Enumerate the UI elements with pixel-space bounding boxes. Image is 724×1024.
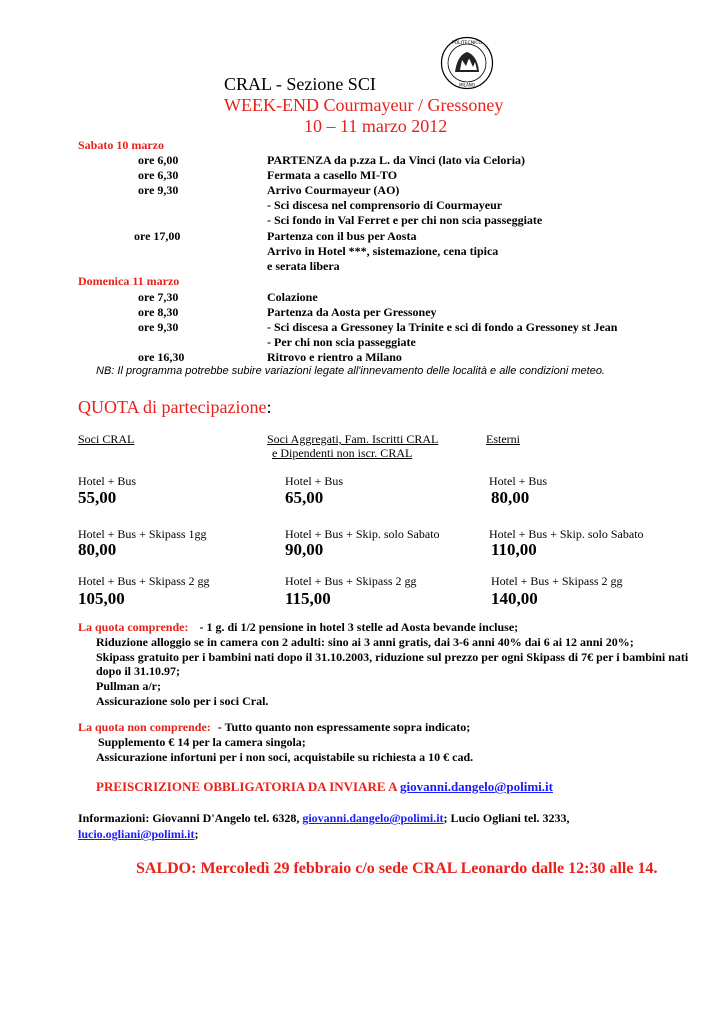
quota-title (78, 397, 272, 418)
preiscrizione-text: PREISCRIZIONE OBBLIGATORIA DA INVIARE A (96, 779, 401, 794)
schedule-desc: PARTENZA da p.zza L. da Vinci (lato via Celoria) (267, 153, 526, 167)
day1-title: Sabato 10 marzo (78, 138, 164, 152)
schedule-desc: Fermata a casello MI-TO (267, 168, 398, 182)
price-label: Hotel + Bus + Skip. solo Sabato (285, 527, 440, 541)
informazioni-text-2: ; Lucio Ogliani tel. 3233, (443, 811, 570, 825)
non-comprende-item: - Tutto quanto non espressamente sopra indicato; (217, 720, 471, 734)
header-dates: 10 – 11 marzo 2012 (304, 116, 448, 136)
seal-text-bottom: MILANO (459, 82, 475, 88)
schedule-desc: e serata libera (267, 259, 340, 273)
quota-title-colon: : (266, 397, 272, 417)
price-label: Hotel + Bus + Skipass 2 gg (78, 574, 210, 588)
schedule-desc: Arrivo in Hotel ***, sistemazione, cena tipica (267, 244, 499, 258)
schedule-time: ore 9,30 (138, 320, 179, 334)
comprende-item: - 1 g. di 1/2 pensione in hotel 3 stelle ad Aosta bevande incluse; (199, 620, 519, 634)
preiscrizione-email-link[interactable]: giovanni.dangelo@polimi.it (400, 779, 553, 794)
comprende-label: La quota comprende: (78, 620, 189, 634)
polytechnic-seal-icon (440, 36, 494, 90)
saldo-line: SALDO: Mercoledì 29 febbraio c/o sede CRAL Leonardo dalle 12:30 alle 14. (136, 860, 658, 877)
non-comprende-item: Supplemento € 14 per la camera singola; (98, 735, 306, 749)
schedule-desc: Ritrovo e rientro a Milano (267, 350, 402, 364)
informazioni-text: Informazioni: Giovanni D'Angelo tel. 6328, (78, 811, 303, 825)
schedule-desc: - Per chi non scia passeggiate (267, 335, 416, 349)
price-label: Hotel + Bus (285, 474, 344, 488)
preiscrizione-line (96, 779, 553, 795)
column-header-soci: Soci CRAL (78, 432, 135, 446)
informazioni-line1 (78, 811, 570, 826)
price-value: 55,00 (78, 488, 117, 507)
price-label: Hotel + Bus (78, 474, 137, 488)
comprende-item: Skipass gratuito per i bambini nati dopo il 31.10.2003, riduzione sul prezzo per ogni Skipass di 7€ per i bambini nati (96, 650, 689, 664)
price-value: 110,00 (491, 540, 537, 559)
day2-title: Domenica 11 marzo (78, 274, 180, 288)
informazioni-text-3: ; (194, 827, 199, 841)
program-note: NB: Il programma potrebbe subire variazioni legate all'innevamento delle località e alle condizioni meteo. (96, 365, 605, 377)
schedule-time: ore 6,30 (138, 168, 179, 182)
schedule-time: ore 9,30 (138, 183, 179, 197)
comprende-first-line (78, 620, 518, 635)
price-value: 115,00 (285, 589, 331, 608)
column-header-esterni: Esterni (486, 432, 520, 446)
price-label: Hotel + Bus + Skip. solo Sabato (489, 527, 644, 541)
quota-title-text: QUOTA di partecipazione (78, 397, 267, 417)
price-label: Hotel + Bus (489, 474, 548, 488)
price-label: Hotel + Bus + Skipass 2 gg (285, 574, 417, 588)
schedule-desc: - Sci fondo in Val Ferret e per chi non scia passeggiate (267, 213, 543, 227)
schedule-time: ore 7,30 (138, 290, 179, 304)
comprende-item: Assicurazione solo per i soci Cral. (96, 694, 269, 708)
schedule-time: ore 6,00 (138, 153, 179, 167)
schedule-desc: Arrivo Courmayeur (AO) (267, 183, 400, 197)
schedule-desc: - Sci discesa a Gressoney la Trinite e sci di fondo a Gressoney st Jean (267, 320, 618, 334)
column-header-aggregati: Soci Aggregati, Fam. Iscritti CRAL (267, 432, 439, 446)
non-comprende-first-line (78, 720, 470, 735)
column-header-aggregati-2: e Dipendenti non iscr. CRAL (272, 446, 413, 460)
price-value: 65,00 (285, 488, 324, 507)
price-value: 90,00 (285, 540, 324, 559)
schedule-time: ore 17,00 (134, 229, 181, 243)
schedule-time: ore 8,30 (138, 305, 179, 319)
schedule-desc: - Sci discesa nel comprensorio di Courmayeur (267, 198, 503, 212)
price-value: 140,00 (491, 589, 538, 608)
informazioni-email1-link[interactable]: giovanni.dangelo@polimi.it (302, 811, 444, 825)
non-comprende-item: Assicurazione infortuni per i non soci, acquistabile su richiesta a 10 € cad. (96, 750, 474, 764)
header-title: CRAL - Sezione SCI (224, 74, 376, 94)
price-value: 80,00 (491, 488, 530, 507)
schedule-desc: Partenza da Aosta per Gressoney (267, 305, 437, 319)
schedule-desc: Colazione (267, 290, 318, 304)
comprende-item: Riduzione alloggio se in camera con 2 adulti: sino ai 3 anni gratis, dai 3-6 anni 40% dai 6 ai 12 anni 20%; (96, 635, 634, 649)
price-value: 105,00 (78, 589, 125, 608)
informazioni-line2 (78, 827, 199, 842)
price-label: Hotel + Bus + Skipass 2 gg (491, 574, 623, 588)
price-label: Hotel + Bus + Skipass 1gg (78, 527, 207, 541)
comprende-item: dopo il 31.10.97; (96, 664, 181, 678)
schedule-desc: Partenza con il bus per Aosta (267, 229, 417, 243)
seal-text-top: POLITECNICO (451, 41, 483, 46)
header-event: WEEK-END Courmayeur / Gressoney (224, 95, 504, 115)
non-comprende-label: La quota non comprende: (78, 720, 211, 734)
schedule-time: ore 16,30 (138, 350, 185, 364)
informazioni-email2-link[interactable]: lucio.ogliani@polimi.it (78, 827, 195, 841)
price-value: 80,00 (78, 540, 117, 559)
comprende-item: Pullman a/r; (96, 679, 161, 693)
